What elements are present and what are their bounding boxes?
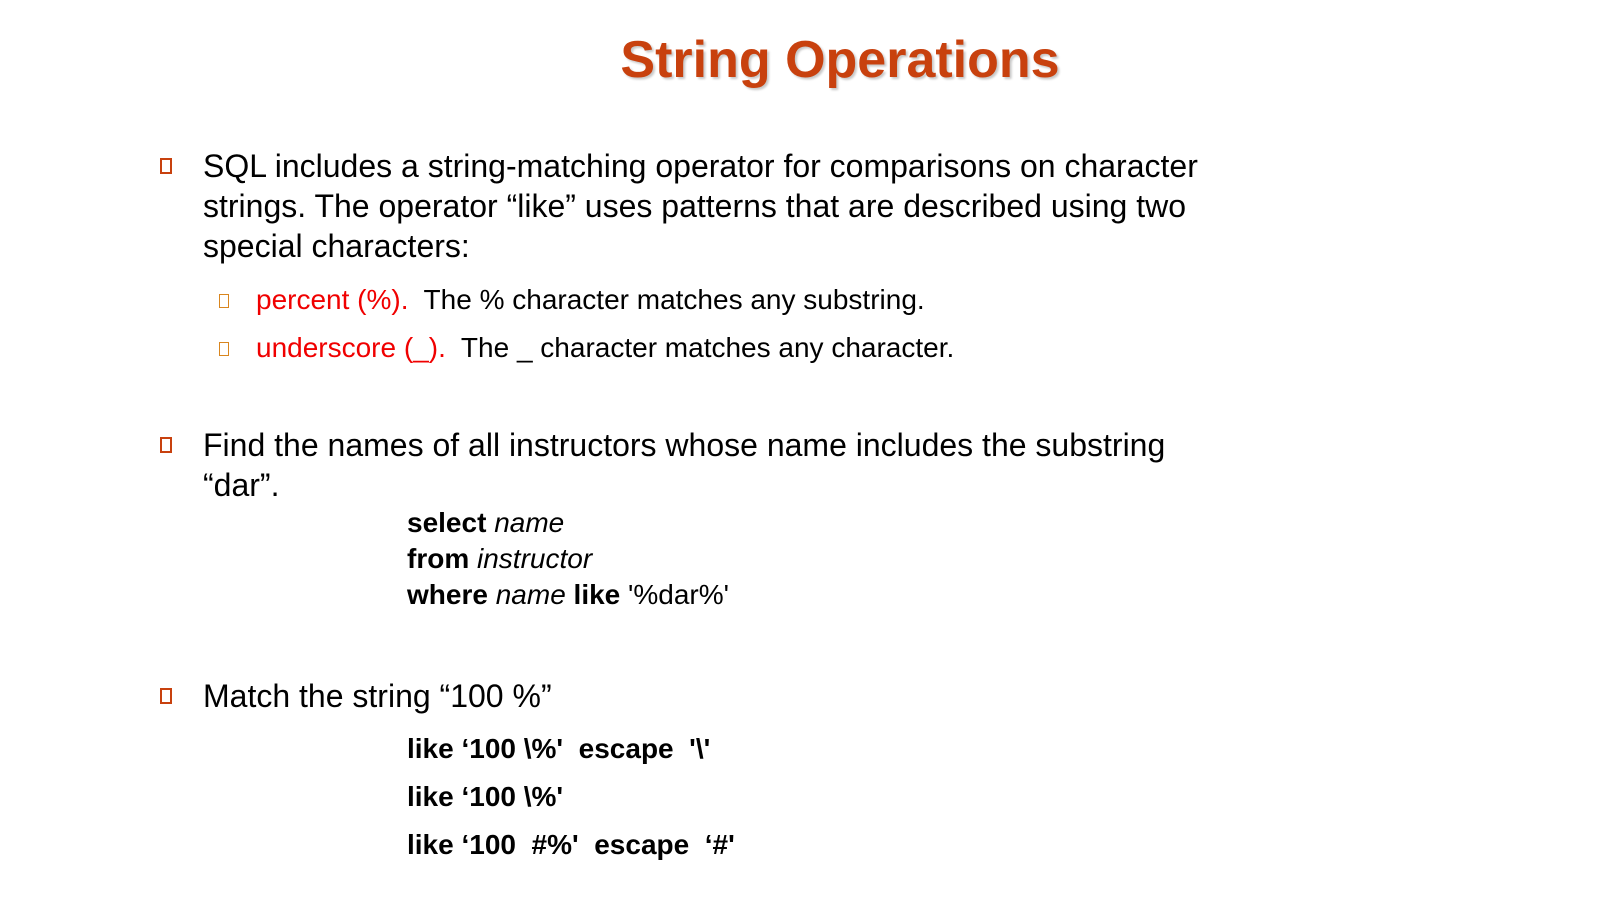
- square-bullet-icon: [160, 437, 172, 453]
- subitem-underscore: [256, 332, 954, 364]
- subitem-term: percent (%).: [256, 284, 409, 315]
- like-example: like ‘100 \%' escape '\': [407, 733, 711, 764]
- like-example: like ‘100 #%' escape ‘#': [407, 829, 735, 860]
- where-clause: where name like '%dar%': [407, 579, 729, 610]
- square-bullet-icon: [219, 342, 229, 356]
- bullet-1-text: SQL includes a string-matching operator for comparisons on character strings. The operator “like” uses patterns that are described using two special characters:: [203, 148, 1198, 264]
- from-clause: from instructor: [407, 543, 593, 574]
- bullet-3-text: Match the string “100 %”: [203, 678, 552, 714]
- slide-title: String Operations: [620, 31, 1060, 89]
- subitem-desc: The % character matches any substring.: [408, 284, 925, 315]
- subitem-percent: [256, 284, 925, 316]
- square-bullet-icon: [219, 294, 229, 308]
- like-example: like ‘100 \%': [407, 781, 564, 812]
- subitem-term: underscore (_).: [256, 332, 446, 363]
- select-clause: select name: [407, 507, 565, 538]
- bullet-2-text: Find the names of all instructors whose name includes the substring “dar”.: [203, 427, 1166, 503]
- square-bullet-icon: [160, 158, 172, 174]
- sql-query: [407, 505, 729, 613]
- square-bullet-icon: [160, 688, 172, 704]
- subitem-desc: The _ character matches any character.: [445, 332, 955, 363]
